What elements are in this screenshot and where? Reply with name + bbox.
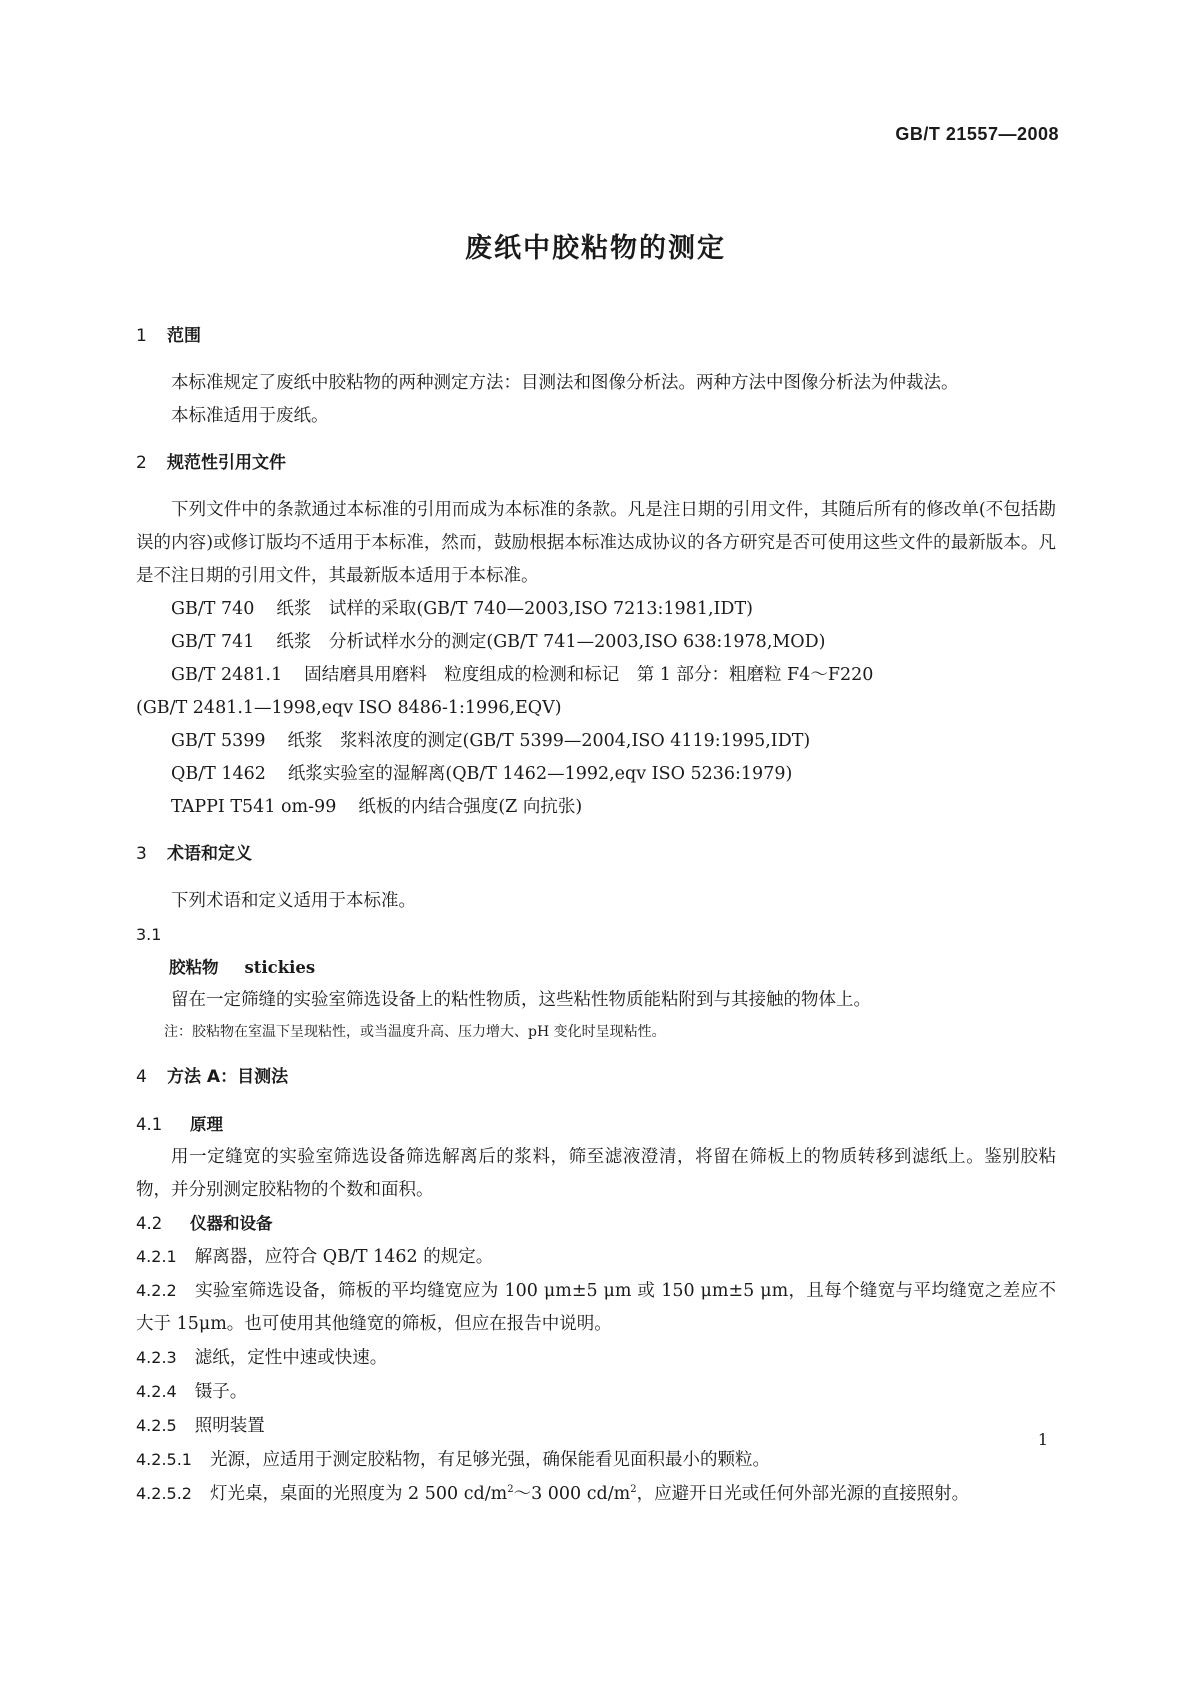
paragraph: 下列术语和定义适用于本标准。 [171,891,416,911]
standard-code: GB/T 21557—2008 [895,124,1059,144]
paragraph: 下列文件中的条款通过本标准的引用而成为本标准的条款。凡是注日期的引用文件，其随后所有的修改单(不包括勘误的内容)或修订版均不适用于本标准，然而，鼓励根据本标准达成协议的各方研究是否可使用这些文件的最新版本。凡是不注日期的引用文件，其最新版本适用于本标准。 [136,500,1056,586]
reference-code: TAPPI T541 om-99 [171,797,337,817]
paragraph: 本标准规定了废纸中胶粘物的两种测定方法：目测法和图像分析法。两种方法中图像分析法为仲裁法。 [171,373,959,393]
clause-text: 照明装置 [194,1416,265,1436]
reference-code: QB/T 1462 [171,764,266,784]
reference-text: 纸浆 分析试样水分的测定(GB/T 741—2003,ISO 638:1978,MOD) [276,632,826,652]
clause-text: 解离器，应符合 QB/T 1462 的规定。 [194,1247,494,1267]
clause-number: 3.1 [136,925,162,944]
clause-number: 4.2.5.2 [136,1484,192,1503]
superscript: 2 [630,1484,637,1496]
superscript: 2 [507,1484,514,1496]
document-title: 废纸中胶粘物的测定 [465,233,726,264]
note: 注：胶粘物在室温下呈现粘性，或当温度升高、压力增大、pH 变化时呈现粘性。 [164,1024,666,1040]
clause-4-2-5-1 [136,1443,1056,1477]
reference-item [136,791,1056,824]
page-number: 1 [1037,1430,1048,1449]
reference-item [136,725,1056,758]
clause-text: 光源，应适用于测定胶粘物，有足够光强，确保能看见面积最小的颗粒。 [209,1450,770,1470]
reference-item [136,758,1056,791]
clause-4-1-heading [136,1108,1056,1141]
reference-code: GB/T 741 [171,632,255,652]
clause-text: 实验室筛选设备，筛板的平均缝宽应为 100 μm±5 μm 或 150 μm±5 μm，且每个缝宽与平均缝宽之差应不大于 15μm。也可使用其他缝宽的筛板，但应在报告中说明。 [136,1281,1056,1334]
reference-item [136,659,1056,692]
section-title: 范围 [167,326,201,346]
paragraph: 用一定缝宽的实验室筛选设备筛选解离后的浆料，筛至滤液澄清，将留在筛板上的物质转移到滤纸上。鉴别胶粘物，并分别测定胶粘物的个数和面积。 [136,1147,1056,1200]
section-number: 2 [136,453,147,473]
clause-number: 4.2.5 [136,1416,177,1435]
clause-number: 4.2 [136,1214,163,1233]
clause-text-part: ～3 000 cd/m [513,1484,631,1504]
reference-code: GB/T 5399 [171,731,266,751]
section-3-heading [136,838,1056,871]
reference-text: 纸浆 浆料浓度的测定(GB/T 5399—2004,ISO 4119:1995,IDT) [287,731,811,751]
reference-text: 纸板的内结合强度(Z 向抗张) [358,797,583,817]
clause-number: 4.2.3 [136,1348,177,1367]
reference-code: GB/T 2481.1 [171,665,283,685]
section-2-heading [136,447,1056,480]
clause-4-2-2 [136,1274,1056,1341]
reference-code: GB/T 740 [171,599,255,619]
section-title: 术语和定义 [167,844,252,864]
clause-text: 镊子。 [194,1382,248,1402]
clause-number: 4.1 [136,1115,163,1134]
section-number: 1 [136,326,147,346]
paragraph: 本标准适用于废纸。 [171,406,329,426]
section-1-heading [136,320,1056,353]
clause-4-2-3 [136,1341,1056,1375]
section-number: 4 [136,1067,147,1087]
term-chinese: 胶粘物 [169,958,219,977]
reference-continuation: (GB/T 2481.1—1998,eqv ISO 8486-1:1996,EQV) [136,698,562,718]
clause-text-part: 灯光桌，桌面的光照度为 2 500 cd/m [209,1484,508,1504]
clause-4-2-5-2 [136,1477,1056,1511]
reference-text: 固结磨具用磨料 粒度组成的检测和标记 第 1 部分：粗磨粒 F4～F220 [304,665,874,685]
reference-text: 纸浆 试样的采取(GB/T 740—2003,ISO 7213:1981,IDT) [276,599,753,619]
section-4-heading [136,1061,1056,1094]
clause-title: 原理 [190,1115,223,1134]
reference-item [136,593,1056,626]
clause-4-2-1 [136,1240,1056,1274]
clause-text-part: ，应避开日光或任何外部光源的直接照射。 [636,1484,970,1504]
clause-text: 滤纸，定性中速或快速。 [194,1348,388,1368]
clause-number: 4.2.1 [136,1247,177,1266]
clause-4-2-4 [136,1375,1056,1409]
clause-4-2-heading [136,1207,1056,1240]
term-definition: 留在一定筛缝的实验室筛选设备上的粘性物质，这些粘性物质能粘附到与其接触的物体上。 [171,990,871,1010]
clause-number: 4.2.2 [136,1281,177,1300]
clause-number: 4.2.4 [136,1382,177,1401]
clause-title: 仪器和设备 [190,1214,273,1233]
document-body [136,320,1056,1511]
section-number: 3 [136,844,147,864]
reference-item [136,626,1056,659]
clause-number: 4.2.5.1 [136,1450,192,1469]
term-entry [136,951,1056,984]
reference-text: 纸浆实验室的湿解离(QB/T 1462—1992,eqv ISO 5236:1979) [287,764,793,784]
section-title: 方法 A：目测法 [167,1067,289,1087]
clause-4-2-5 [136,1409,1056,1443]
section-title: 规范性引用文件 [167,453,286,473]
term-english: stickies [244,958,316,977]
